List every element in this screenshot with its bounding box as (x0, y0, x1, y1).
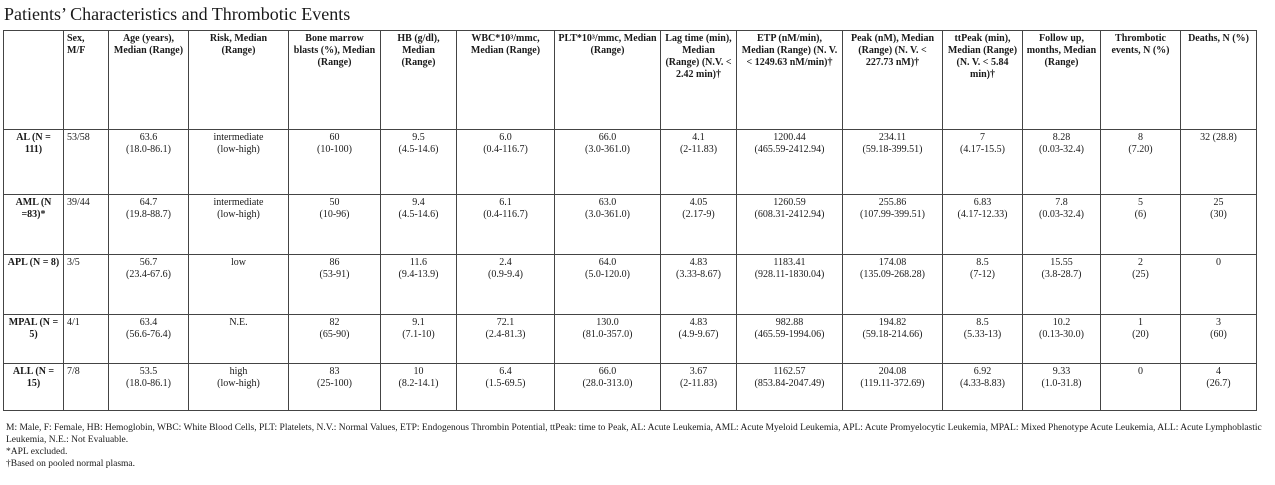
column-header: ETP (nM/min), Median (Range) (N. V. < 1249.63 nM/min)† (737, 31, 843, 130)
cell-value: 1183.41 (773, 257, 806, 268)
cell-value: low (231, 257, 246, 268)
cell-value: 82 (329, 317, 340, 328)
cell-range: (10-100) (317, 144, 352, 155)
cell-range: (7.1-10) (402, 329, 435, 340)
cell-value: 4.1 (692, 132, 705, 143)
cell-value: 7.8 (1055, 197, 1068, 208)
cell-value: 11.6 (409, 257, 428, 268)
table-cell (1101, 255, 1181, 315)
cell-value: 6.4 (499, 366, 512, 377)
cell-range: (2-11.83) (679, 144, 718, 155)
characteristics-table (3, 30, 1257, 411)
cell-value: N.E. (229, 317, 248, 328)
cell-range: (23.4-67.6) (126, 269, 171, 280)
table-cell (457, 255, 555, 315)
row-group-label: MPAL (N = 5) (4, 315, 64, 364)
cell-range: (9.4-13.9) (398, 269, 439, 280)
cell-range: (5.33-13) (963, 329, 1002, 340)
table-cell (109, 195, 189, 255)
table-cell (189, 255, 289, 315)
row-group-label: AL (N = 111) (4, 130, 64, 195)
table-cell (555, 130, 661, 195)
cell-value: 1260.59 (773, 197, 806, 208)
cell-value: 15.55 (1050, 257, 1073, 268)
cell-range: (135.09-268.28) (860, 269, 925, 280)
row-group-label: APL (N = 8) (4, 255, 64, 315)
cell-value: 2 (1138, 257, 1143, 268)
page-title: Patients’ Characteristics and Thrombotic Events (4, 4, 351, 24)
table-cell (555, 315, 661, 364)
column-header (4, 31, 64, 130)
column-header: HB (g/dl), Median (Range) (381, 31, 457, 130)
table-cell (289, 364, 381, 411)
cell-value: 9.1 (412, 317, 425, 328)
table-cell (1101, 315, 1181, 364)
cell-range: (81.0-357.0) (582, 329, 633, 340)
cell-range: (6) (1134, 209, 1147, 220)
cell-value: 10 (413, 366, 424, 377)
cell-value: 50 (329, 197, 340, 208)
table-cell (1181, 364, 1257, 411)
cell-range: (4.5-14.6) (398, 144, 439, 155)
cell-range: (3.0-361.0) (585, 209, 630, 220)
cell-value: 3 (1216, 317, 1221, 328)
sex-cell: 4/1 (64, 315, 109, 364)
table-cell (943, 364, 1023, 411)
cell-value: intermediate (213, 197, 264, 208)
cell-range: (608.31-2412.94) (754, 209, 825, 220)
table-cell (1023, 195, 1101, 255)
table-cell (109, 130, 189, 195)
cell-range: (26.7) (1206, 378, 1231, 389)
cell-range: (25-100) (317, 378, 352, 389)
table-cell (737, 315, 843, 364)
cell-value: 174.08 (878, 257, 907, 268)
cell-range: (3.8-28.7) (1041, 269, 1082, 280)
footnote-abbreviations: M: Male, F: Female, HB: Hemoglobin, WBC: White Blood Cells, PLT: Platelets, N.V.: Normal Values, ETP: Endogenous Thrombin Potential, ttPeak: time to Peak, AL: Acute Leukemia, AML: Acute Myeloid Leukemia, APL: Acute Promyelocytic Leukemia, MPAL: Mixed Phenotype Acute Leukemia, ALL: Acute Lymphoblastic Leukemia, N.E.: Not Evaluable. (6, 423, 1262, 445)
cell-value: 10.2 (1052, 317, 1071, 328)
table-cell (1101, 364, 1181, 411)
cell-range: (low-high) (217, 144, 260, 155)
cell-value: 63.4 (139, 317, 158, 328)
cell-value: 9.33 (1052, 366, 1071, 377)
cell-range: (25) (1132, 269, 1149, 280)
table-cell (1023, 364, 1101, 411)
table-row (4, 130, 1257, 195)
column-header: WBC*10³/mmc, Median (Range) (457, 31, 555, 130)
cell-range: (1.5-69.5) (485, 378, 526, 389)
table-cell (1181, 130, 1257, 195)
cell-range: (20) (1132, 329, 1149, 340)
table-cell (843, 315, 943, 364)
table-cell (661, 130, 737, 195)
cell-range: (28.0-313.0) (582, 378, 633, 389)
table-row (4, 195, 1257, 255)
cell-range: (3.0-361.0) (585, 144, 630, 155)
cell-range: (0.03-32.4) (1039, 209, 1084, 220)
cell-range: (low-high) (217, 209, 260, 220)
cell-value: 2.4 (499, 257, 512, 268)
column-header: Bone marrow blasts (%), Median (Range) (289, 31, 381, 130)
table-cell (289, 255, 381, 315)
table-cell (289, 315, 381, 364)
cell-range: (4.17-15.5) (960, 144, 1005, 155)
column-header: Follow up, months, Median (Range) (1023, 31, 1101, 130)
cell-value: 234.11 (878, 132, 907, 143)
table-cell (943, 315, 1023, 364)
table-cell (1101, 195, 1181, 255)
table-cell (843, 255, 943, 315)
sex-cell: 53/58 (64, 130, 109, 195)
cell-range: (107.99-399.51) (860, 209, 925, 220)
cell-range: (65-90) (319, 329, 350, 340)
cell-value: 3.67 (689, 366, 708, 377)
table-cell (661, 315, 737, 364)
table-cell (189, 195, 289, 255)
table-cell (943, 255, 1023, 315)
cell-range: (10-96) (319, 209, 350, 220)
cell-value: 63.0 (598, 197, 617, 208)
column-header: ttPeak (min), Median (Range) (N. V. < 5.84 min)† (943, 31, 1023, 130)
footnotes (6, 422, 1266, 470)
cell-value: 66.0 (598, 132, 617, 143)
table-cell (1023, 130, 1101, 195)
cell-value: 72.1 (496, 317, 515, 328)
table-cell (1181, 315, 1257, 364)
cell-range: (0.13-30.0) (1039, 329, 1084, 340)
cell-range: (2-11.83) (679, 378, 718, 389)
column-header: Deaths, N (%) (1181, 31, 1257, 130)
cell-range: (4.33-8.83) (960, 378, 1005, 389)
table-cell (189, 364, 289, 411)
table-cell (555, 364, 661, 411)
table-cell (1181, 255, 1257, 315)
cell-value: 1162.57 (773, 366, 806, 377)
cell-value: 204.08 (878, 366, 907, 377)
column-header: Thrombotic events, N (%) (1101, 31, 1181, 130)
table-cell (843, 364, 943, 411)
table-cell (189, 130, 289, 195)
cell-range: (59.18-399.51) (862, 144, 923, 155)
table-cell (943, 130, 1023, 195)
table-cell (381, 255, 457, 315)
cell-value: 130.0 (596, 317, 619, 328)
cell-value: 6.0 (499, 132, 512, 143)
table-cell (737, 195, 843, 255)
column-header: Lag time (min), Median (Range) (N.V. < 2.42 min)† (661, 31, 737, 130)
cell-range: (30) (1210, 209, 1227, 220)
cell-value: 6.92 (973, 366, 992, 377)
table-cell (843, 130, 943, 195)
cell-range: (5.0-120.0) (585, 269, 630, 280)
footnote-dagger: †Based on pooled normal plasma. (6, 459, 136, 469)
table-cell (381, 195, 457, 255)
cell-value: 1200.44 (773, 132, 806, 143)
table-cell (457, 130, 555, 195)
cell-range: (4.17-12.33) (957, 209, 1008, 220)
cell-value: 8 (1138, 132, 1143, 143)
cell-range: (0.9-9.4) (488, 269, 523, 280)
cell-range: (59.18-214.66) (862, 329, 923, 340)
cell-range: (0.03-32.4) (1039, 144, 1084, 155)
cell-range: (4.9-9.67) (678, 329, 719, 340)
cell-value: high (229, 366, 248, 377)
cell-value: 4.05 (689, 197, 708, 208)
header-row (4, 31, 1257, 130)
column-header: Sex, M/F (64, 31, 109, 130)
cell-range: (18.0-86.1) (126, 378, 171, 389)
cell-value: 32 (28.8) (1200, 132, 1237, 143)
table-cell (381, 315, 457, 364)
table-cell (381, 364, 457, 411)
table-cell (457, 195, 555, 255)
table-cell (843, 195, 943, 255)
table-cell (457, 315, 555, 364)
cell-range: (1.0-31.8) (1041, 378, 1082, 389)
cell-value: 8.5 (976, 317, 989, 328)
cell-value: 63.6 (139, 132, 158, 143)
table-row (4, 364, 1257, 411)
sex-cell: 3/5 (64, 255, 109, 315)
table-cell (109, 255, 189, 315)
cell-range: (2.17-9) (682, 209, 715, 220)
footnote-star: *APL excluded. (6, 447, 68, 457)
table-cell (1101, 130, 1181, 195)
sex-cell: 7/8 (64, 364, 109, 411)
cell-value: 4.83 (689, 317, 708, 328)
sex-cell: 39/44 (64, 195, 109, 255)
cell-range: (119.11-372.69) (860, 378, 925, 389)
cell-value: 194.82 (878, 317, 907, 328)
cell-value: 83 (329, 366, 340, 377)
cell-range: (0.4-116.7) (483, 209, 528, 220)
row-group-label: AML (N =83)* (4, 195, 64, 255)
cell-range: (18.0-86.1) (126, 144, 171, 155)
cell-value: 66.0 (598, 366, 617, 377)
cell-range: (8.2-14.1) (398, 378, 439, 389)
cell-range: (465.59-2412.94) (754, 144, 825, 155)
cell-range: (928.11-1830.04) (754, 269, 825, 280)
cell-value: 8.5 (976, 257, 989, 268)
cell-value: 9.5 (412, 132, 425, 143)
column-header: Peak (nM), Median (Range) (N. V. < 227.73 nM)† (843, 31, 943, 130)
cell-value: 25 (1213, 197, 1224, 208)
table-cell (289, 130, 381, 195)
cell-value: 60 (329, 132, 340, 143)
cell-value: 6.1 (499, 197, 512, 208)
cell-value: 1 (1138, 317, 1143, 328)
row-group-label: ALL (N = 15) (4, 364, 64, 411)
cell-range: (56.6-76.4) (126, 329, 171, 340)
cell-value: 8.28 (1052, 132, 1071, 143)
table-cell (661, 195, 737, 255)
table-cell (189, 315, 289, 364)
cell-value: intermediate (213, 132, 264, 143)
cell-value: 86 (329, 257, 340, 268)
table-cell (109, 315, 189, 364)
cell-range: (2.4-81.3) (485, 329, 526, 340)
cell-range: (3.33-8.67) (676, 269, 721, 280)
cell-range: (465.59-1994.06) (754, 329, 825, 340)
table-cell (457, 364, 555, 411)
table-cell (943, 195, 1023, 255)
table-body (4, 130, 1257, 411)
table-cell (555, 255, 661, 315)
table-cell (737, 364, 843, 411)
table-cell (289, 195, 381, 255)
cell-value: 64.7 (139, 197, 158, 208)
table-cell (1181, 195, 1257, 255)
cell-value: 53.5 (139, 366, 158, 377)
cell-range: (19.8-88.7) (126, 209, 171, 220)
cell-value: 4 (1216, 366, 1221, 377)
cell-value: 982.88 (775, 317, 804, 328)
table-cell (381, 130, 457, 195)
column-header: Risk, Median (Range) (189, 31, 289, 130)
cell-value: 6.83 (973, 197, 992, 208)
table-cell (555, 195, 661, 255)
cell-range: (53-91) (319, 269, 350, 280)
cell-value: 9.4 (412, 197, 425, 208)
table-row (4, 255, 1257, 315)
column-header: Age (years), Median (Range) (109, 31, 189, 130)
cell-value: 255.86 (878, 197, 907, 208)
table-cell (1023, 315, 1101, 364)
table-cell (661, 364, 737, 411)
cell-value: 56.7 (139, 257, 158, 268)
cell-range: (7.20) (1128, 144, 1153, 155)
cell-value: 64.0 (598, 257, 617, 268)
table-cell (661, 255, 737, 315)
cell-value: 5 (1138, 197, 1143, 208)
table-cell (109, 364, 189, 411)
cell-range: (4.5-14.6) (398, 209, 439, 220)
table-row (4, 315, 1257, 364)
table-cell (1023, 255, 1101, 315)
table-cell (737, 255, 843, 315)
column-header: PLT*10³/mmc, Median (Range) (555, 31, 661, 130)
cell-range: (0.4-116.7) (483, 144, 528, 155)
cell-range: (60) (1210, 329, 1227, 340)
cell-value: 0 (1216, 257, 1221, 268)
cell-value: 7 (980, 132, 985, 143)
cell-range: (853.84-2047.49) (754, 378, 825, 389)
cell-value: 0 (1138, 366, 1143, 377)
cell-range: (7-12) (970, 269, 995, 280)
cell-value: 4.83 (689, 257, 708, 268)
cell-range: (low-high) (217, 378, 260, 389)
table-cell (737, 130, 843, 195)
